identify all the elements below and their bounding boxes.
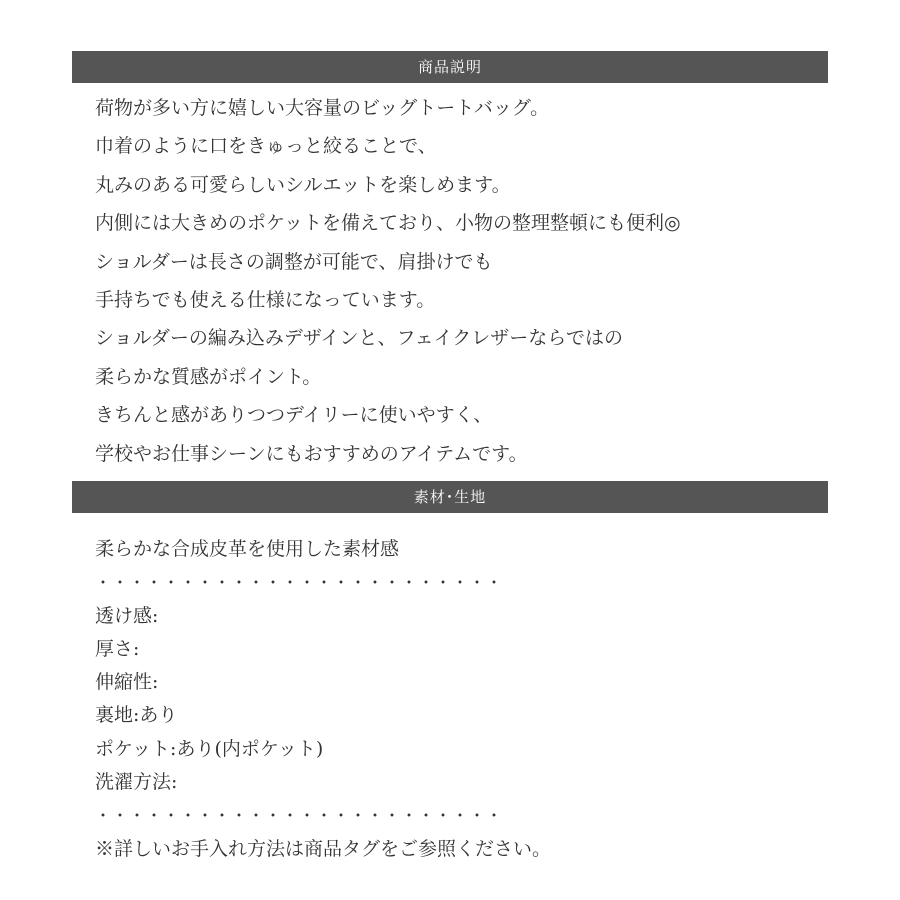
divider-dots: ・・・・・・・・・・・・・・・・・・・・・・・・ xyxy=(95,573,504,593)
description-line: 内側には大きめのポケットを備えており、小物の整理整頓にも便利◎ xyxy=(95,212,681,235)
description-line: 学校やお仕事シーンにもおすすめのアイテムです。 xyxy=(95,442,528,465)
section-header-material: 素材･生地 xyxy=(72,481,828,513)
spec-stretch: 伸縮性: xyxy=(95,671,159,694)
description-line: 柔らかな質感がポイント。 xyxy=(95,365,322,388)
description-line: 手持ちでも使える仕様になっています。 xyxy=(95,288,436,311)
spec-lining: 裏地:あり xyxy=(95,704,178,727)
description-line: ショルダーの編み込みデザインと、フェイクレザーならではの xyxy=(95,327,624,350)
description-line: ショルダーは長さの調整が可能で、肩掛けでも xyxy=(95,250,493,273)
spec-thickness: 厚さ: xyxy=(95,637,140,660)
section-header-description: 商品説明 xyxy=(72,51,828,83)
material-text xyxy=(95,533,815,866)
spec-sheer: 透け感: xyxy=(95,604,159,627)
description-line: きちんと感がありつつデイリーに使いやすく、 xyxy=(95,404,493,427)
divider-dots: ・・・・・・・・・・・・・・・・・・・・・・・・ xyxy=(95,806,504,826)
material-intro: 柔らかな合成皮革を使用した素材感 xyxy=(95,538,400,560)
description-line: 丸みのある可愛らしいシルエットを楽しめます。 xyxy=(95,173,511,196)
spec-pocket: ポケット:あり(内ポケット) xyxy=(95,737,324,760)
care-note: ※詳しいお手入れ方法は商品タグをご参照ください。 xyxy=(95,837,552,860)
spec-washing: 洗濯方法: xyxy=(95,771,178,794)
description-text xyxy=(95,89,815,473)
description-line: 巾着のように口をきゅっと絞ることで、 xyxy=(95,135,437,158)
description-line: 荷物が多い方に嬉しい大容量のビッグトートバッグ。 xyxy=(95,97,550,119)
